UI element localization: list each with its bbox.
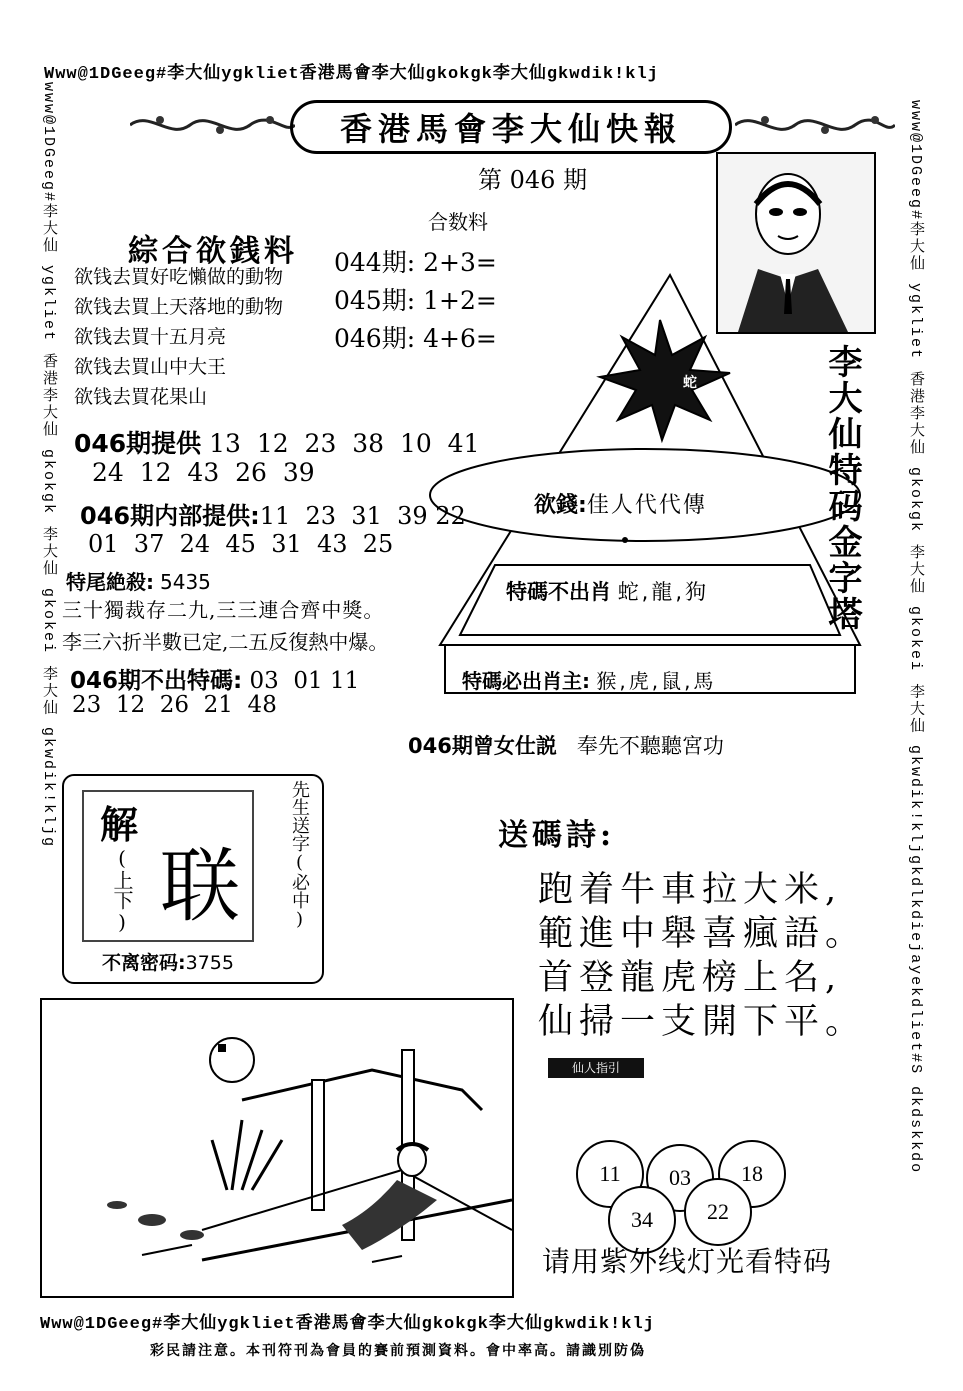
page-title: 香港馬會李大仙快報 — [339, 110, 682, 148]
footer-note: 彩民請注意。本刊符刊為會員的賽前預測資料。會中率高。請識別防偽 — [150, 1343, 646, 1359]
pyramid-buchu-value: 蛇,龍,狗 — [617, 580, 710, 604]
pyramid-bichu-row — [462, 665, 716, 694]
songma-line: 跑着牛車拉大米, — [538, 870, 843, 910]
burst-label: 蛇 — [683, 375, 697, 391]
tewei-label: 特尾絶殺: — [66, 570, 154, 594]
watermark-left: www@1DGeeg#李大仙 ygkliet 香港李大仙 gkokgk 李大仙 gkokei 李大仙 gkwdik!kljg — [40, 82, 57, 849]
he-shu-label: 合数料 — [428, 210, 488, 234]
songma-lines — [538, 868, 866, 1044]
yuqian-label: 欲錢: — [534, 493, 587, 518]
watermark-right: www@1DGeeg#李大仙 ygkliet 香港李大仙 gkokgk 李大仙 gkokei 李大仙 gkwdik!kljgkdlkdiejayekdliet#S dkdskkdo — [907, 100, 924, 1175]
he-shu-period: 045期: — [334, 286, 416, 315]
he-shu-expr: 2+3= — [423, 248, 497, 277]
zonghe-line: 欲钱去買好吃懶做的動物 — [74, 266, 284, 288]
tigong-line1 — [74, 424, 479, 460]
tigong-line2: 24 12 43 26 39 — [92, 458, 315, 487]
zeng-row — [408, 730, 724, 760]
he-shu-expr: 4+6= — [423, 324, 497, 353]
tewei-value: 5435 — [160, 570, 211, 594]
title-banner — [290, 100, 732, 154]
zonghe-list — [74, 262, 283, 412]
he-shu-expr: 1+2= — [423, 286, 497, 315]
buchu-line2: 23 12 26 21 48 — [72, 692, 277, 718]
neibu-label: 046期内部提供: — [80, 502, 260, 530]
zonghe-line: 欲钱去買山中大王 — [74, 356, 227, 378]
number-ball: 03 — [646, 1144, 714, 1212]
jie-code-label: 不离密码: — [102, 952, 186, 974]
jie-code-value: 3755 — [185, 952, 234, 974]
zonghe-title: 綜合欲銭料 — [128, 234, 298, 269]
zonghe-line: 欲钱去買上天落地的動物 — [74, 296, 284, 318]
illustration-frame — [40, 998, 514, 1298]
yuqian-value: 佳人代代傳 — [586, 493, 707, 518]
buchu-line1 — [70, 662, 359, 695]
poem1-line1: 三十獨裁存二九,三三連合齊中獎。 — [62, 598, 385, 622]
neibu-line1 — [80, 496, 466, 531]
buchu-label: 046期不出特碼: — [70, 668, 243, 694]
he-shu-period: 044期: — [334, 248, 416, 277]
neibu-line2: 01 37 24 45 31 43 25 — [88, 530, 394, 558]
pyramid-bichu-label: 特碼必出肖主: — [462, 669, 590, 693]
pyramid-buchu-label: 特碼不出肖 — [506, 580, 611, 604]
neibu-numbers: 11 23 31 39 22 — [259, 502, 466, 530]
number-ball: 18 — [718, 1140, 786, 1208]
songma-line: 範進中舉喜瘋語。 — [538, 914, 867, 954]
zeng-label: 046期曾女仕説 — [408, 734, 557, 758]
zeng-value: 奉先不聽聽宮功 — [576, 734, 724, 758]
number-ball: 11 — [576, 1140, 644, 1208]
jie-right: 先生送字(必中) — [289, 780, 310, 930]
he-shu-period: 046期: — [334, 324, 416, 353]
tewei-row — [66, 566, 211, 595]
jie-box — [62, 774, 324, 984]
header-ornament-right — [735, 110, 895, 140]
yuqian-row — [534, 488, 707, 519]
watermark-top: Www@1DGeeg#李大仙ygkliet香港馬會李大仙gkokgk李大仙gkwdik!klj — [44, 65, 659, 84]
header-ornament-left — [130, 110, 295, 140]
watermark-bottom: Www@1DGeeg#李大仙ygkliet香港馬會李大仙gkokgk李大仙gkwdik!klj — [40, 1315, 655, 1334]
pyramid-buchu-row — [506, 576, 709, 606]
tigong-numbers: 13 12 23 38 10 41 — [209, 429, 480, 458]
jie-sub: (上下) — [110, 846, 134, 934]
jie-title: 解 — [100, 802, 139, 847]
poem1-line2: 李三六折半數已定,二五反復熱中爆。 — [62, 630, 389, 654]
pyramid-side-title: 李大仙特码金字塔 — [822, 344, 862, 632]
tigong-label: 046期提供 — [74, 429, 202, 458]
zonghe-line: 欲钱去買十五月亮 — [74, 326, 227, 348]
jie-char: 联 — [160, 840, 240, 933]
illustration-scene — [42, 1000, 512, 1296]
number-ball: 22 — [684, 1178, 752, 1246]
uv-note: 请用紫外线灯光看特码 — [542, 1245, 833, 1278]
songma-title: 送碼詩: — [498, 818, 616, 853]
songma-stamp: 仙人指引 — [548, 1058, 644, 1078]
pyramid-bichu-value: 猴,虎,鼠,馬 — [596, 669, 717, 693]
buchu-numbers: 03 01 11 — [249, 668, 360, 694]
issue-number: 第 046 期 — [478, 166, 588, 194]
songma-line: 仙掃一支開下平。 — [538, 1002, 867, 1042]
zonghe-line: 欲钱去買花果山 — [74, 386, 208, 408]
jie-code-row — [102, 948, 234, 975]
number-ball: 34 — [608, 1186, 676, 1254]
songma-line: 首登龍虎榜上名, — [538, 958, 843, 998]
